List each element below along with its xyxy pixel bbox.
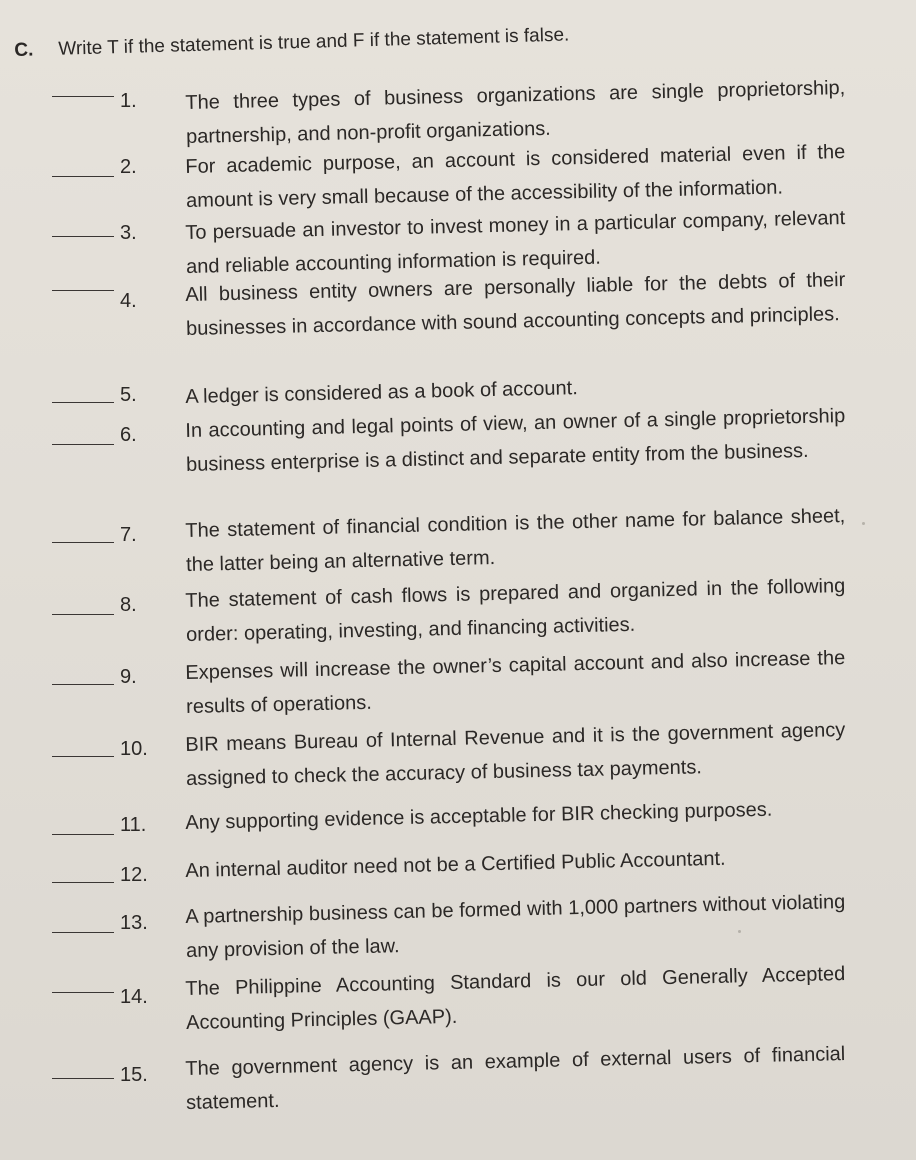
question-number: 15. bbox=[120, 1064, 148, 1086]
question-number: 5. bbox=[120, 384, 137, 406]
answer-blank[interactable] bbox=[52, 614, 114, 615]
question-text: In accounting and legal points of view, an owner of a single proprietorship business enterprise is a distinct and separate entity from the business. bbox=[185, 405, 846, 476]
answer-blank[interactable] bbox=[52, 290, 114, 291]
answer-blank[interactable] bbox=[52, 834, 114, 835]
answer-blank[interactable] bbox=[52, 402, 114, 403]
question-number: 9. bbox=[120, 666, 137, 688]
question-number: 3. bbox=[120, 222, 137, 244]
question-number: 2. bbox=[120, 156, 137, 178]
question-number: 14. bbox=[120, 986, 148, 1008]
question-number: 12. bbox=[120, 864, 148, 886]
question-text: The statement of cash flows is prepared and organized in the following order: operating, investing, and financing activities. bbox=[185, 575, 846, 646]
question-number: 4. bbox=[120, 290, 137, 312]
question-number: 13. bbox=[120, 912, 148, 934]
section-header bbox=[14, 23, 570, 64]
question-number: 10. bbox=[120, 738, 148, 760]
answer-blank[interactable] bbox=[52, 96, 114, 97]
question-number: 1. bbox=[120, 90, 137, 112]
answer-blank[interactable] bbox=[52, 236, 114, 237]
question-text: The government agency is an example of external users of financial statement. bbox=[185, 1043, 846, 1114]
question-text: An internal auditor need not be a Certified Public Accountant. bbox=[185, 847, 726, 882]
question-number: 7. bbox=[120, 524, 137, 546]
answer-blank[interactable] bbox=[52, 882, 114, 883]
question-text: Any supporting evidence is acceptable for BIR checking purposes. bbox=[185, 798, 773, 834]
question-text: Expenses will increase the owner’s capital account and also increase the results of operations. bbox=[185, 647, 846, 718]
answer-blank[interactable] bbox=[52, 992, 114, 993]
question-number: 11. bbox=[120, 814, 147, 836]
answer-blank[interactable] bbox=[52, 756, 114, 757]
section-letter: C. bbox=[14, 39, 34, 61]
paper-speck bbox=[738, 930, 741, 933]
question-text: To persuade an investor to invest money in a particular company, relevant and reliable accounting information is required. bbox=[185, 207, 846, 278]
answer-blank[interactable] bbox=[52, 932, 114, 933]
question-text: For academic purpose, an account is considered material even if the amount is very small because of the accessibility of the information. bbox=[185, 141, 846, 212]
question-number: 8. bbox=[120, 594, 137, 616]
question-text: The statement of financial condition is the other name for balance sheet, the latter being an alternative term. bbox=[185, 505, 846, 576]
question-text: The Philippine Accounting Standard is our old Generally Accepted Accounting Principles (GAAP). bbox=[185, 963, 846, 1034]
answer-blank[interactable] bbox=[52, 542, 114, 543]
question-text: The three types of business organizations are single proprietorship, partnership, and non-profit organizations. bbox=[185, 77, 846, 148]
section-instruction: Write T if the statement is true and F if the statement is false. bbox=[58, 24, 570, 60]
answer-blank[interactable] bbox=[52, 684, 114, 685]
question-text: A ledger is considered as a book of account. bbox=[185, 377, 579, 408]
question-text: A partnership business can be formed with 1,000 partners without violating any provision of the law. bbox=[185, 891, 846, 962]
paper-speck bbox=[862, 522, 865, 525]
question-number: 6. bbox=[120, 424, 137, 446]
answer-blank[interactable] bbox=[52, 444, 114, 445]
question-text: BIR means Bureau of Internal Revenue and it is the government agency assigned to check the accuracy of business tax payments. bbox=[185, 719, 846, 790]
answer-blank[interactable] bbox=[52, 176, 114, 177]
answer-blank[interactable] bbox=[52, 1078, 114, 1079]
question-text: All business entity owners are personally liable for the debts of their businesses in accordance with sound accounting concepts and principles. bbox=[185, 269, 846, 340]
